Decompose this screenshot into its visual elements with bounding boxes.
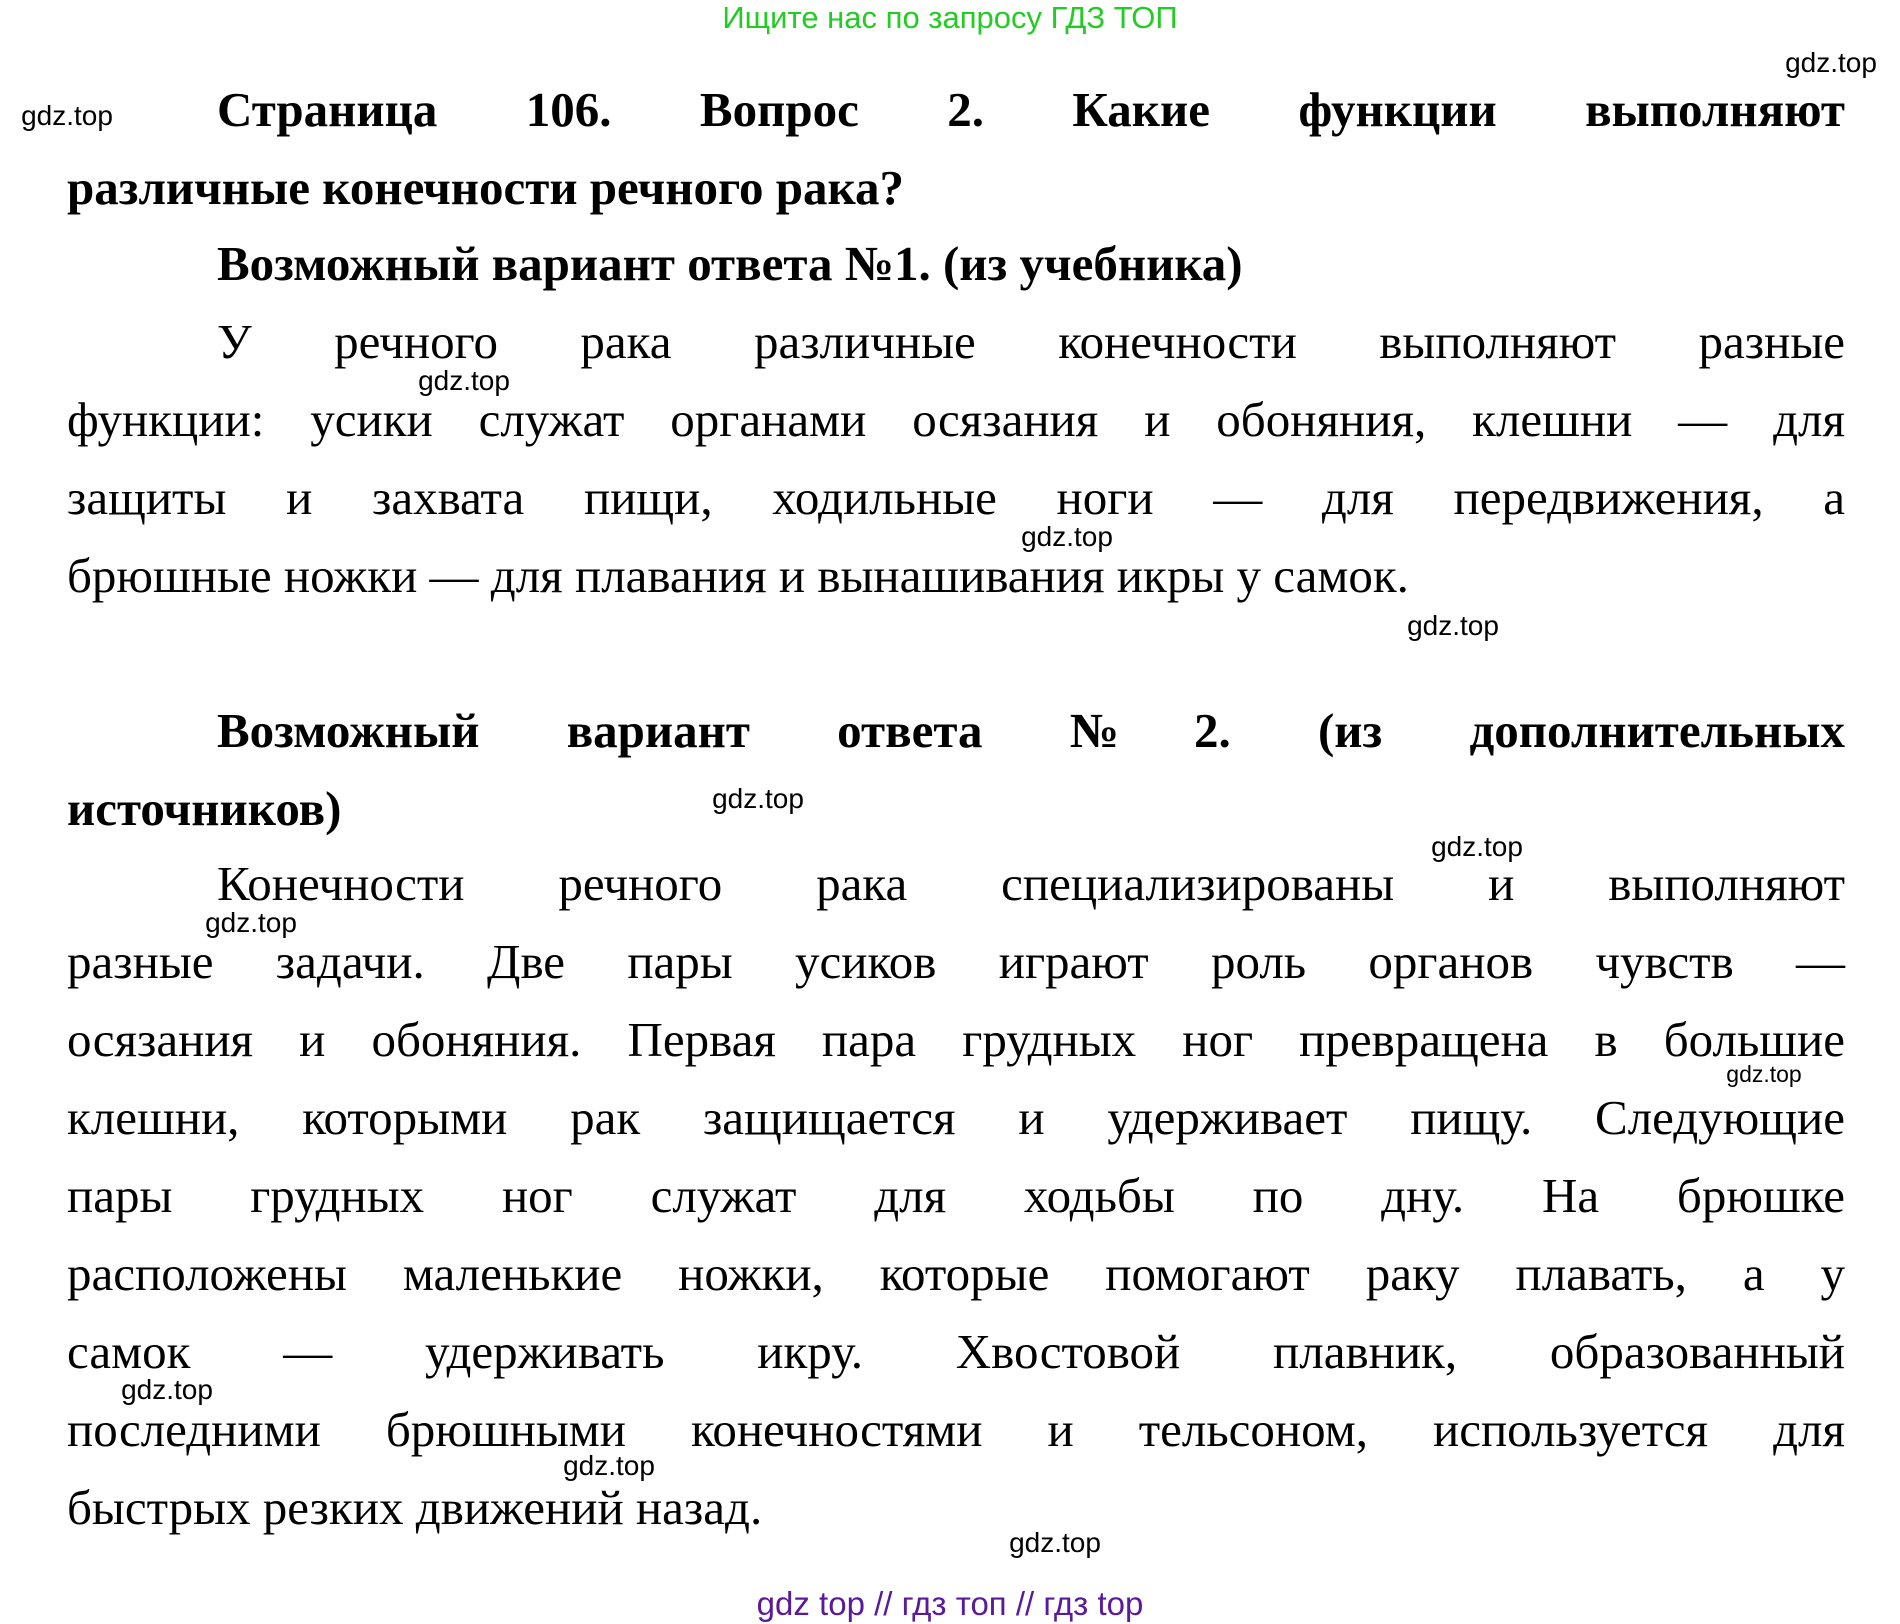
text-line: осязания и обоняния. Первая пара грудных ног превращена в большие — [67, 1012, 1845, 1067]
text-line: расположены маленькие ножки, которые помогают раку плавать, а у — [67, 1246, 1845, 1301]
answer1-heading — [67, 225, 1845, 303]
heading-line: источников) — [67, 781, 342, 836]
text-line: Конечности речного рака специализированы и выполняют — [217, 856, 1845, 911]
watermark: gdz.top — [563, 1450, 655, 1481]
watermark: gdz.top — [712, 783, 804, 814]
watermark: gdz.top — [1009, 1527, 1101, 1558]
text-line: клешни, которыми рак защищается и удерживает пищу. Следующие — [67, 1090, 1845, 1145]
search-banner: Ищите нас по запросу ГДЗ ТОП — [722, 0, 1178, 35]
watermark: gdz.top — [1021, 521, 1113, 552]
question-title — [67, 71, 1845, 227]
text-line: последними брюшными конечностями и тельсоном, используется для — [67, 1402, 1845, 1457]
watermark: gdz.top — [121, 1374, 213, 1405]
watermark: gdz.top — [1785, 47, 1877, 78]
heading-line: Возможный вариант ответа №1. (из учебника) — [217, 236, 1243, 291]
watermark: gdz.top — [1431, 831, 1523, 862]
footer-links[interactable]: gdz top // гдз топ // гдз top — [756, 1585, 1144, 1622]
title-line: Страница 106. Вопрос 2. Какие функции выполняют — [217, 82, 1845, 137]
answer1-paragraph — [67, 303, 1845, 615]
answer2-heading — [67, 692, 1845, 848]
watermark: gdz.top — [21, 100, 113, 131]
text-line: пары грудных ног служат для ходьбы по дну. На брюшке — [67, 1168, 1845, 1223]
text-line: разные задачи. Две пары усиков играют роль органов чувств — — [67, 934, 1845, 989]
text-line: У речного рака различные конечности выполняют разные — [217, 314, 1845, 369]
watermark: gdz.top — [1407, 610, 1499, 641]
text-line: функции: усики служат органами осязания и обоняния, клешни — для — [67, 392, 1845, 447]
watermark: gdz.top — [1726, 1061, 1802, 1087]
text-line: брюшные ножки — для плавания и вынашивания икры у самок. — [67, 548, 1409, 603]
watermark: gdz.top — [418, 365, 510, 396]
text-line: защиты и захвата пищи, ходильные ноги — для передвижения, а — [67, 470, 1845, 525]
text-line: самок — удерживать икру. Хвостовой плавник, образованный — [67, 1324, 1845, 1379]
heading-line: Возможный вариант ответа №2. (из дополнительных — [217, 703, 1845, 758]
watermark: gdz.top — [205, 907, 297, 938]
title-line: различные конечности речного рака? — [67, 160, 904, 215]
answer2-paragraph — [67, 845, 1845, 1547]
text-line: быстрых резких движений назад. — [67, 1480, 763, 1535]
